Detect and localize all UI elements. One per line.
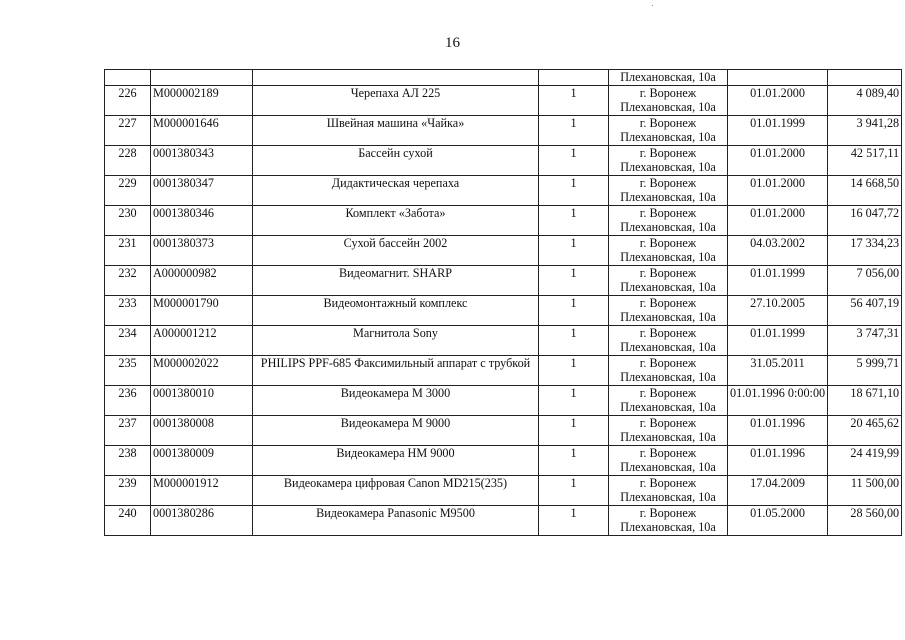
cell-num: 237 <box>105 416 151 446</box>
cell-code: М000001912 <box>151 476 253 506</box>
cell-date: 01.01.1996 0:00:00 <box>728 386 828 416</box>
cell-value: 42 517,11 <box>828 146 902 176</box>
cell-name: Комплект «Забота» <box>253 206 539 236</box>
cell-num: 236 <box>105 386 151 416</box>
cell-date: 01.05.2000 <box>728 506 828 536</box>
cell-date: 01.01.1999 <box>728 116 828 146</box>
cell-name: Бассейн сухой <box>253 146 539 176</box>
cell-address <box>609 86 728 116</box>
address-city: г. Воронеж <box>639 326 697 340</box>
table-row <box>105 386 902 416</box>
address-street: Плехановская, 10а <box>620 100 716 114</box>
address-street: Плехановская, 10а <box>620 250 716 264</box>
cell-address <box>609 266 728 296</box>
cell-address <box>609 146 728 176</box>
cell-name: Видеокамера М 3000 <box>253 386 539 416</box>
cell-address <box>609 476 728 506</box>
address-street: Плехановская, 10а <box>620 310 716 324</box>
cell-qty: 1 <box>539 476 609 506</box>
cell-address <box>609 236 728 266</box>
address-city: г. Воронеж <box>639 476 697 490</box>
cell-address <box>609 356 728 386</box>
cell-name: Видеокамера М 9000 <box>253 416 539 446</box>
cell-address <box>609 446 728 476</box>
cell-date: 17.04.2009 <box>728 476 828 506</box>
address-street: Плехановская, 10а <box>620 490 716 504</box>
address-city: г. Воронеж <box>639 356 697 370</box>
cell-num: 226 <box>105 86 151 116</box>
cell-address <box>609 506 728 536</box>
address-street: Плехановская, 10а <box>620 340 716 354</box>
cell-value: 7 056,00 <box>828 266 902 296</box>
cell-num: 240 <box>105 506 151 536</box>
table-row <box>105 236 902 266</box>
cell-value: 28 560,00 <box>828 506 902 536</box>
cell-date: 04.03.2002 <box>728 236 828 266</box>
cell-qty: 1 <box>539 326 609 356</box>
cell-date: 01.01.1996 <box>728 446 828 476</box>
table-row <box>105 506 902 536</box>
table-row <box>105 476 902 506</box>
cell-value: 3 941,28 <box>828 116 902 146</box>
cell-num <box>105 70 151 86</box>
address-city: г. Воронеж <box>639 146 697 160</box>
address-street: Плехановская, 10а <box>620 160 716 174</box>
cell-value: 4 089,40 <box>828 86 902 116</box>
scan-speck <box>652 5 653 6</box>
table-row <box>105 146 902 176</box>
cell-value: 18 671,10 <box>828 386 902 416</box>
address-street: Плехановская, 10а <box>620 130 716 144</box>
cell-code: 0001380286 <box>151 506 253 536</box>
cell-code: 0001380008 <box>151 416 253 446</box>
cell-qty: 1 <box>539 386 609 416</box>
address-city: г. Воронеж <box>639 206 697 220</box>
cell-date: 27.10.2005 <box>728 296 828 326</box>
address-street: Плехановская, 10а <box>620 430 716 444</box>
address-city: г. Воронеж <box>639 116 697 130</box>
address-city: г. Воронеж <box>639 266 697 280</box>
cell-num: 234 <box>105 326 151 356</box>
cell-qty: 1 <box>539 116 609 146</box>
cell-address <box>609 296 728 326</box>
inventory-table <box>104 69 902 536</box>
table-row <box>105 296 902 326</box>
cell-date: 01.01.2000 <box>728 86 828 116</box>
cell-num: 229 <box>105 176 151 206</box>
cell-code: М000002022 <box>151 356 253 386</box>
cell-date: 01.01.2000 <box>728 146 828 176</box>
cell-num: 238 <box>105 446 151 476</box>
cell-address <box>609 116 728 146</box>
cell-code: А000000982 <box>151 266 253 296</box>
cell-name: Сухой бассейн 2002 <box>253 236 539 266</box>
cell-value: 20 465,62 <box>828 416 902 446</box>
cell-qty: 1 <box>539 176 609 206</box>
cell-name: Видеомонтажный комплекс <box>253 296 539 326</box>
table-row <box>105 86 902 116</box>
cell-date: 01.01.1996 <box>728 416 828 446</box>
cell-name: Швейная машина «Чайка» <box>253 116 539 146</box>
cell-qty <box>539 70 609 86</box>
table-row <box>105 206 902 236</box>
cell-num: 232 <box>105 266 151 296</box>
cell-code: М000001790 <box>151 296 253 326</box>
cell-value <box>828 70 902 86</box>
cell-qty: 1 <box>539 296 609 326</box>
cell-address: Плехановская, 10а <box>609 70 728 86</box>
address-street: Плехановская, 10а <box>620 400 716 414</box>
cell-num: 228 <box>105 146 151 176</box>
cell-date: 01.01.1999 <box>728 326 828 356</box>
cell-qty: 1 <box>539 206 609 236</box>
cell-num: 230 <box>105 206 151 236</box>
cell-code: 0001380009 <box>151 446 253 476</box>
cell-name: Магнитола Sony <box>253 326 539 356</box>
cell-address <box>609 326 728 356</box>
cell-num: 233 <box>105 296 151 326</box>
address-street: Плехановская, 10а <box>620 460 716 474</box>
cell-code: 0001380010 <box>151 386 253 416</box>
cell-value: 5 999,71 <box>828 356 902 386</box>
cell-name: PHILIPS PPF-685 Факсимильный аппарат с трубкой <box>253 356 539 386</box>
cell-date: 01.01.2000 <box>728 176 828 206</box>
cell-value: 3 747,31 <box>828 326 902 356</box>
cell-value: 16 047,72 <box>828 206 902 236</box>
cell-code: 0001380343 <box>151 146 253 176</box>
cell-value: 17 334,23 <box>828 236 902 266</box>
table-row <box>105 116 902 146</box>
address-street: Плехановская, 10а <box>620 190 716 204</box>
address-city: г. Воронеж <box>639 86 697 100</box>
cell-value: 24 419,99 <box>828 446 902 476</box>
cell-code: М000002189 <box>151 86 253 116</box>
table-row <box>105 326 902 356</box>
address-street: Плехановская, 10а <box>620 220 716 234</box>
address-street: Плехановская, 10а <box>620 280 716 294</box>
address-city: г. Воронеж <box>639 386 697 400</box>
address-city: г. Воронеж <box>639 506 697 520</box>
cell-name: Видеокамера Panasonic M9500 <box>253 506 539 536</box>
cell-num: 239 <box>105 476 151 506</box>
cell-qty: 1 <box>539 506 609 536</box>
cell-address <box>609 416 728 446</box>
table-row <box>105 176 902 206</box>
cell-qty: 1 <box>539 146 609 176</box>
cell-name <box>253 70 539 86</box>
cell-code <box>151 70 253 86</box>
cell-qty: 1 <box>539 446 609 476</box>
cell-code: 0001380347 <box>151 176 253 206</box>
cell-num: 235 <box>105 356 151 386</box>
cell-code: А000001212 <box>151 326 253 356</box>
address-street: Плехановская, 10а <box>620 370 716 384</box>
cell-name: Видеокамера НМ 9000 <box>253 446 539 476</box>
address-city: г. Воронеж <box>639 416 697 430</box>
cell-qty: 1 <box>539 416 609 446</box>
cell-num: 231 <box>105 236 151 266</box>
cell-qty: 1 <box>539 86 609 116</box>
cell-name: Дидактическая черепаха <box>253 176 539 206</box>
address-street: Плехановская, 10а <box>620 520 716 534</box>
inventory-table-body <box>105 70 902 536</box>
cell-code: 0001380373 <box>151 236 253 266</box>
cell-code: М000001646 <box>151 116 253 146</box>
cell-value: 11 500,00 <box>828 476 902 506</box>
cell-name: Черепаха АЛ 225 <box>253 86 539 116</box>
cell-value: 14 668,50 <box>828 176 902 206</box>
page-number: 16 <box>445 35 460 51</box>
address-city: г. Воронеж <box>639 236 697 250</box>
cell-address <box>609 386 728 416</box>
cell-date: 01.01.2000 <box>728 206 828 236</box>
cell-value: 56 407,19 <box>828 296 902 326</box>
table-row <box>105 446 902 476</box>
cell-address <box>609 176 728 206</box>
table-row <box>105 266 902 296</box>
cell-date <box>728 70 828 86</box>
cell-address <box>609 206 728 236</box>
table-row-continuation <box>105 70 902 86</box>
table-row <box>105 356 902 386</box>
cell-date: 31.05.2011 <box>728 356 828 386</box>
address-city: г. Воронеж <box>639 176 697 190</box>
address-city: г. Воронеж <box>639 296 697 310</box>
table-row <box>105 416 902 446</box>
address-city: г. Воронеж <box>639 446 697 460</box>
cell-name: Видеокамера цифровая Canon MD215(235) <box>253 476 539 506</box>
cell-code: 0001380346 <box>151 206 253 236</box>
cell-qty: 1 <box>539 236 609 266</box>
cell-qty: 1 <box>539 266 609 296</box>
cell-num: 227 <box>105 116 151 146</box>
cell-qty: 1 <box>539 356 609 386</box>
cell-name: Видеомагнит. SHARP <box>253 266 539 296</box>
cell-date: 01.01.1999 <box>728 266 828 296</box>
